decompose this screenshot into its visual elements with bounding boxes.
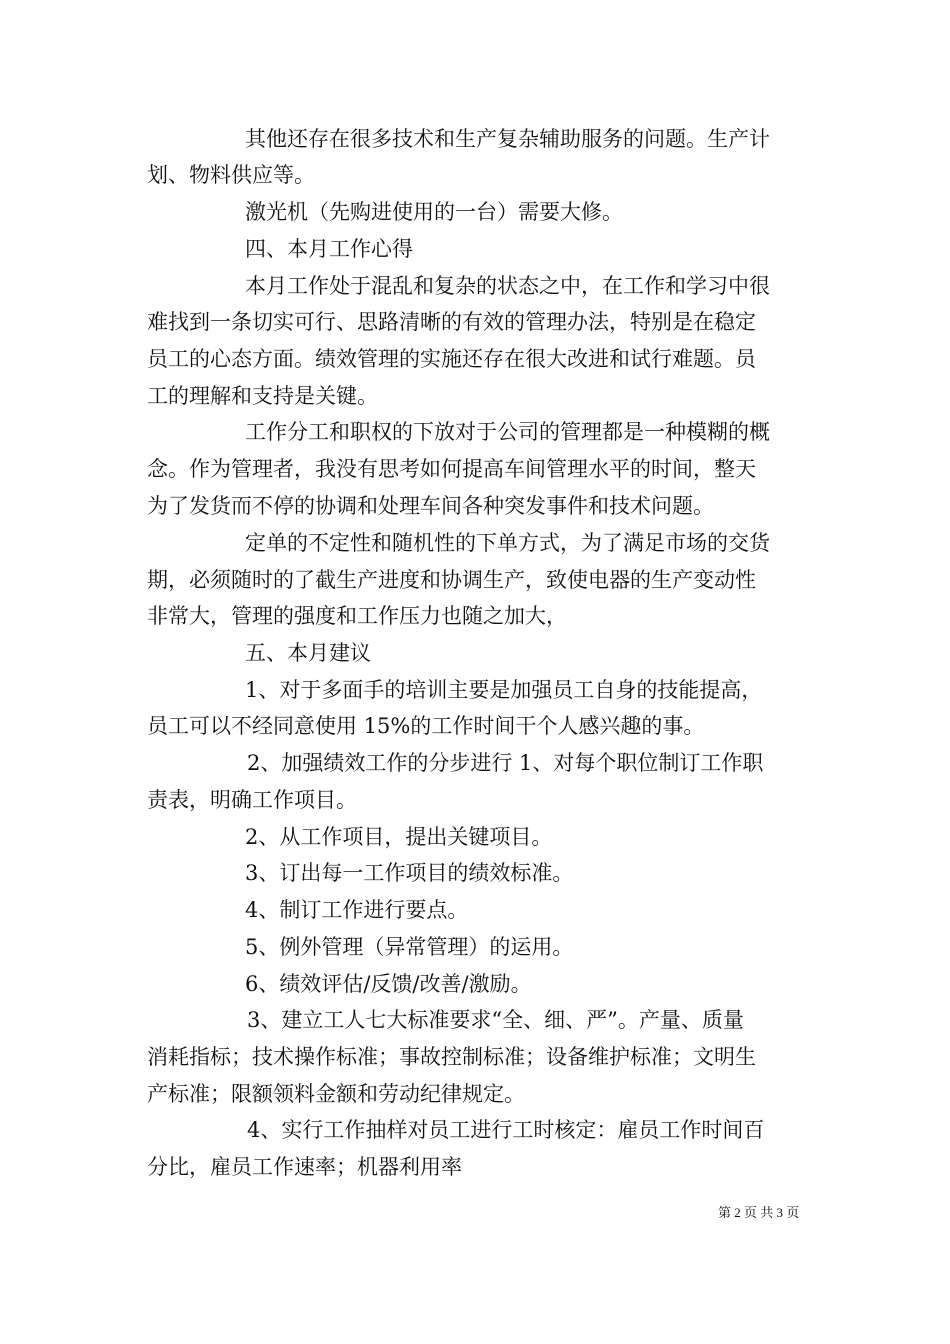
text-line: 工的理解和支持是关键。: [147, 384, 378, 408]
text-line: 2、加强绩效工作的分步进行 1、对每个职位制订工作职: [247, 751, 764, 775]
list-item: 5、例外管理（异常管理）的运用。: [245, 935, 574, 959]
text-line: 3、建立工人七大标准要求“全、细、严”。产量、质量: [247, 1008, 744, 1032]
text-line: 激光机（先购进使用的一台）需要大修。: [245, 200, 623, 224]
text-line: 产标准；限额领料金额和劳动纪律规定。: [147, 1082, 525, 1106]
text-line: 念。作为管理者，我没有思考如何提高车间管理水平的时间，整天: [147, 457, 756, 481]
list-item: 3、订出每一工作项目的绩效标准。: [245, 861, 574, 885]
text-line: 划、物料供应等。: [147, 163, 315, 187]
text-line: 4、实行工作抽样对员工进行工时核定：雇员工作时间百: [247, 1118, 765, 1142]
section-heading: 四、本月工作心得: [245, 237, 413, 261]
text-line: 期，必须随时的了截生产进度和协调生产，致使电器的生产变动性: [147, 568, 756, 592]
text-line: 非常大，管理的强度和工作压力也随之加大，: [147, 604, 567, 628]
list-item: 4、制订工作进行要点。: [245, 898, 469, 922]
text-line: 难找到一条切实可行、思路清晰的有效的管理办法，特别是在稳定: [147, 310, 756, 334]
text-line: 定单的不定性和随机性的下单方式，为了满足市场的交货: [245, 531, 770, 555]
text-line: 本月工作处于混乱和复杂的状态之中，在工作和学习中很: [245, 274, 770, 298]
text-line: 员工可以不经同意使用 15%的工作时间干个人感兴趣的事。: [147, 714, 705, 738]
text-line: 员工的心态方面。绩效管理的实施还存在很大改进和试行难题。员: [147, 347, 756, 371]
list-item: 6、绩效评估/反馈/改善/激励。: [245, 972, 532, 996]
text-line: 分比，雇员工作速率；机器利用率: [147, 1155, 462, 1179]
text-line: 其他还存在很多技术和生产复杂辅助服务的问题。生产计: [245, 127, 770, 151]
text-line: 1、对于多面手的培训主要是加强员工自身的技能提高，: [245, 678, 763, 702]
list-item: 2、从工作项目，提出关键项目。: [245, 825, 553, 849]
text-line: 为了发货而不停的协调和处理车间各种突发事件和技术问题。: [147, 494, 714, 518]
page-number: 第 2 页 共 3 页: [718, 1205, 800, 1220]
text-line: 消耗指标；技术操作标准；事故控制标准；设备维护标准；文明生: [147, 1045, 756, 1069]
text-line: 工作分工和职权的下放对于公司的管理都是一种模糊的概: [245, 420, 770, 444]
section-heading: 五、本月建议: [245, 641, 371, 665]
text-line: 责表，明确工作项目。: [147, 788, 357, 812]
